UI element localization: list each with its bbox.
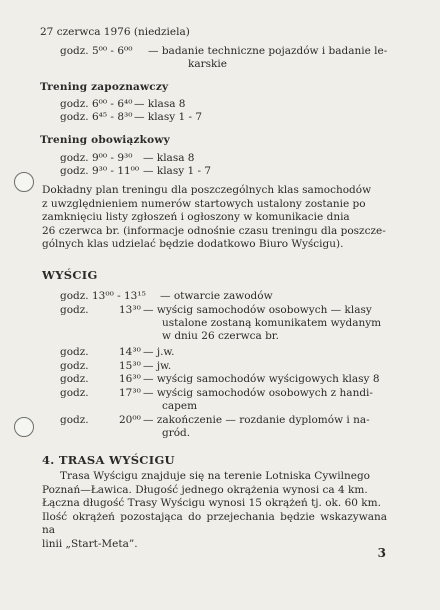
schedule-text: — klasy 1 - 7 bbox=[143, 165, 212, 177]
schedule-text: karskie bbox=[188, 58, 227, 70]
schedule-label: godz. bbox=[60, 111, 89, 123]
schedule-label: godz. bbox=[60, 165, 89, 177]
track-heading: 4. TRASA WYŚCIGU bbox=[42, 453, 175, 467]
schedule-time: 16³⁰ bbox=[119, 373, 141, 385]
schedule-text: — otwarcie zawodów bbox=[160, 290, 273, 302]
schedule-time: 13³⁰ bbox=[119, 304, 141, 316]
schedule-time: 9³⁰ - 11⁰⁰ bbox=[92, 165, 140, 177]
schedule-text: — wyścig samochodów osobowych — klasy bbox=[143, 304, 372, 316]
schedule-text: — klasa 8 bbox=[143, 152, 195, 164]
schedule-label: godz. bbox=[60, 98, 89, 110]
schedule-text: — j.w. bbox=[143, 346, 175, 358]
paragraph-line: Poznań—Ławica. Długość jednego okrążenia wynosi ca 4 km. bbox=[42, 483, 368, 496]
schedule-time: 20⁰⁰ bbox=[119, 414, 141, 426]
schedule-label: godz. bbox=[60, 346, 89, 358]
schedule-label: godz. bbox=[60, 152, 89, 164]
binder-hole bbox=[14, 172, 34, 192]
paragraph-line: Łączna długość Trasy Wyścigu wynosi 15 okrążeń tj. ok. 60 km. bbox=[42, 497, 381, 509]
schedule-label: godz. bbox=[60, 360, 89, 372]
schedule-text: ustalone zostaną komunikatem wydanym bbox=[162, 317, 382, 329]
schedule-text: — zakończenie — rozdanie dyplomów i na- bbox=[143, 414, 370, 426]
schedule-time: 14³⁰ bbox=[119, 346, 141, 358]
schedule-text: — klasa 8 bbox=[134, 98, 186, 110]
section-heading: Trening obowiązkowy bbox=[40, 134, 170, 146]
schedule-time: 17³⁰ bbox=[119, 387, 141, 399]
schedule-label: godz. bbox=[60, 373, 89, 385]
schedule-time: 6⁰⁰ - 6⁴⁰ bbox=[92, 98, 133, 110]
schedule-time: 6⁴⁵ - 8³⁰ bbox=[92, 111, 133, 123]
schedule-text: capem bbox=[162, 400, 198, 412]
binder-hole bbox=[14, 417, 34, 437]
schedule-label: godz. bbox=[60, 304, 89, 316]
schedule-text: — wyścig samochodów osobowych z handi- bbox=[143, 387, 373, 399]
paragraph-line: Trasa Wyścigu znajduje się na terenie Lotniska Cywilnego bbox=[60, 470, 370, 482]
paragraph-line: zamknięciu listy zgłoszeń i ogłoszony w komunikacie dnia bbox=[42, 211, 350, 223]
schedule-text: — badanie techniczne pojazdów i badanie le- bbox=[148, 45, 388, 57]
paragraph-line: Dokładny plan treningu dla poszczególnych klas samochodów bbox=[42, 184, 372, 196]
schedule-text: gród. bbox=[162, 427, 191, 439]
schedule-time: 13⁰⁰ - 13¹⁵ bbox=[92, 290, 146, 302]
schedule-text: w dniu 26 czerwca br. bbox=[162, 330, 280, 342]
schedule-label: godz. bbox=[60, 45, 89, 57]
paragraph-line: gólnych klas udzielać będzie dodatkowo Biuro Wyścigu). bbox=[42, 238, 344, 250]
schedule-label: godz. bbox=[60, 290, 89, 302]
section-heading: Trening zapoznawczy bbox=[40, 81, 169, 93]
schedule-label: godz. bbox=[60, 414, 89, 426]
paragraph-line: z uwzględnieniem numerów startowych ustalony zostanie po bbox=[42, 197, 366, 210]
page-number: 3 bbox=[377, 546, 386, 560]
paragraph-line: 26 czerwca br. (informacje odnośnie czasu treningu dla poszcze- bbox=[42, 224, 386, 237]
schedule-label: godz. bbox=[60, 387, 89, 399]
schedule-time: 15³⁰ bbox=[119, 360, 141, 372]
track-paragraph bbox=[42, 470, 387, 551]
schedule-text: — klasy 1 - 7 bbox=[134, 111, 203, 123]
paragraph-line: Ilość okrążeń pozostająca do przejechania będzie wskazywana na bbox=[42, 510, 387, 536]
date-line: 27 czerwca 1976 (niedziela) bbox=[40, 26, 190, 38]
race-heading: WYŚCIG bbox=[42, 268, 98, 282]
schedule-time: 9⁰⁰ - 9³⁰ bbox=[92, 152, 133, 164]
paragraph-line: linii „Start-Meta”. bbox=[42, 537, 138, 550]
schedule-text: — wyścig samochodów wyścigowych klasy 8 bbox=[143, 373, 380, 385]
training-note bbox=[42, 184, 387, 252]
schedule-time: 5⁰⁰ - 6⁰⁰ bbox=[92, 45, 133, 57]
schedule-text: — jw. bbox=[143, 360, 172, 372]
